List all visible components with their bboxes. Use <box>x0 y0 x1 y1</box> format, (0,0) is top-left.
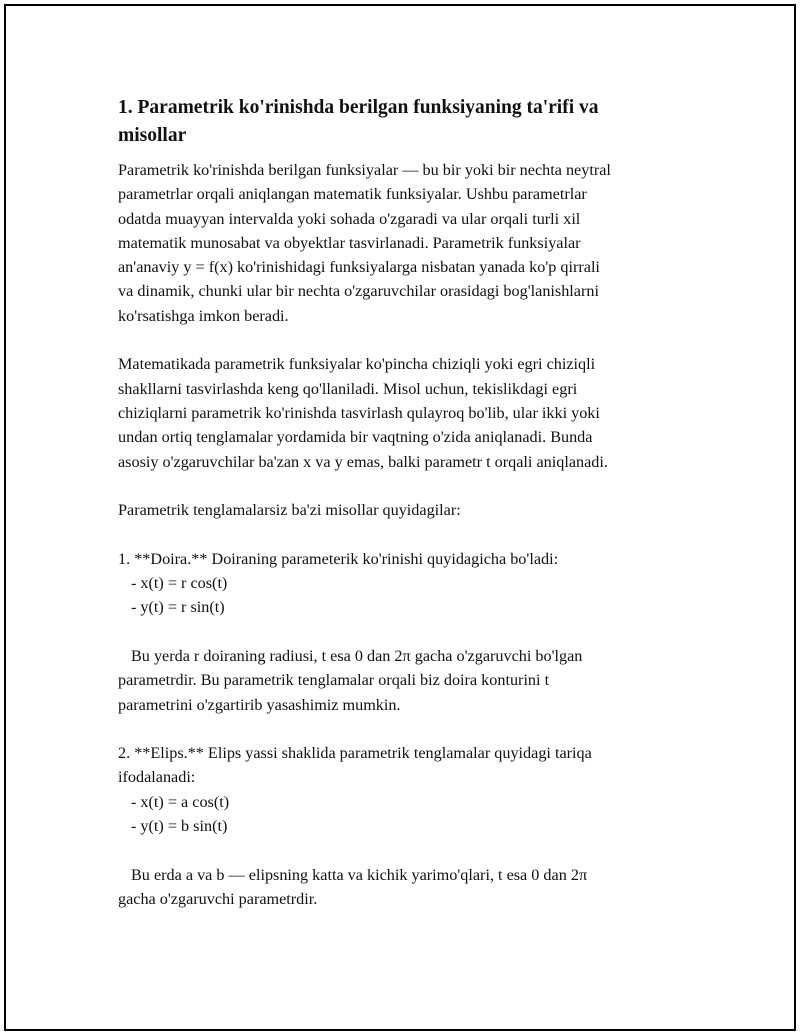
title-line: misollar <box>118 125 187 146</box>
equation-y: - y(t) = b sin(t) <box>131 817 228 836</box>
example-note-line: Bu yerda r doiraning radiusi, t esa 0 dan 2π gacha o'zgaruvchi bo'lgan <box>131 646 583 665</box>
section-title <box>118 94 708 150</box>
text-line: odatda muayyan intervalda yoki sohada o'zgaradi va ular orqali turli xil <box>118 209 581 228</box>
title-line: 1. Parametrik ko'rinishda berilgan funksiyaning ta'rifi va <box>118 97 599 118</box>
example-note-line: parametrini o'zgartirib yasashimiz mumkin. <box>118 695 401 714</box>
example-heading: 2. **Elips.** Elips yassi shaklida parametrik tenglamalar quyidagi tariqa <box>118 744 592 763</box>
example-note-line: parametrdir. Bu parametrik tenglamalar orqali biz doira konturini t <box>118 671 550 690</box>
paragraph-intro <box>118 158 708 328</box>
text-line: shakllarni tasvirlashda keng qo'llaniladi. Misol uchun, tekislikdagi egri <box>118 379 578 398</box>
text-line: chiziqlarni parametrik ko'rinishda tasvirlash qulayroq bo'lib, ular ikki yoki <box>118 403 600 422</box>
paragraph-usage <box>118 352 708 473</box>
example-circle <box>118 547 708 717</box>
document-body <box>118 94 708 911</box>
text-line: parametrlar orqali aniqlangan matematik funksiyalar. Ushbu parametrlar <box>118 185 587 204</box>
example-ellipse <box>118 741 708 911</box>
text-line: ko'rsatishga imkon beradi. <box>118 306 289 325</box>
equation-x: - x(t) = r cos(t) <box>131 574 228 593</box>
text-line: matematik munosabat va obyektlar tasvirlanadi. Parametrik funksiyalar <box>118 233 581 252</box>
text-line: va dinamik, chunki ular bir nechta o'zgaruvchilar orasidagi bog'lanishlarni <box>118 282 599 301</box>
example-note-line: gacha o'zgaruvchi parametrdir. <box>118 889 318 908</box>
text-line: undan ortiq tenglamalar yordamida bir vaqtning o'zida aniqlanadi. Bunda <box>118 428 593 447</box>
equation-x: - x(t) = a cos(t) <box>131 792 230 811</box>
text-line: an'anaviy y = f(x) ko'rinishidagi funksiyalarga nisbatan yanada ko'p qirrali <box>118 258 600 277</box>
example-heading: 1. **Doira.** Doiraning parameterik ko'rinishi quyidagicha bo'ladi: <box>118 549 559 568</box>
text-line: Parametrik ko'rinishda berilgan funksiyalar — bu bir yoki bir nechta neytral <box>118 161 611 179</box>
example-heading: ifodalanadi: <box>118 768 196 787</box>
text-line: asosiy o'zgaruvchilar ba'zan x va y emas, balki parametr t orqali aniqlanadi. <box>118 452 608 471</box>
equation-y: - y(t) = r sin(t) <box>131 598 225 617</box>
example-note-line: Bu erda a va b — elipsning katta va kichik yarimo'qlari, t esa 0 dan 2π <box>131 865 588 884</box>
text-line: Matematikada parametrik funksiyalar ko'pincha chiziqli yoki egri chiziqli <box>118 355 596 374</box>
text-line: Parametrik tenglamalarsiz ba'zi misollar quyidagilar: <box>118 501 461 520</box>
paragraph-examples-intro <box>118 498 708 522</box>
